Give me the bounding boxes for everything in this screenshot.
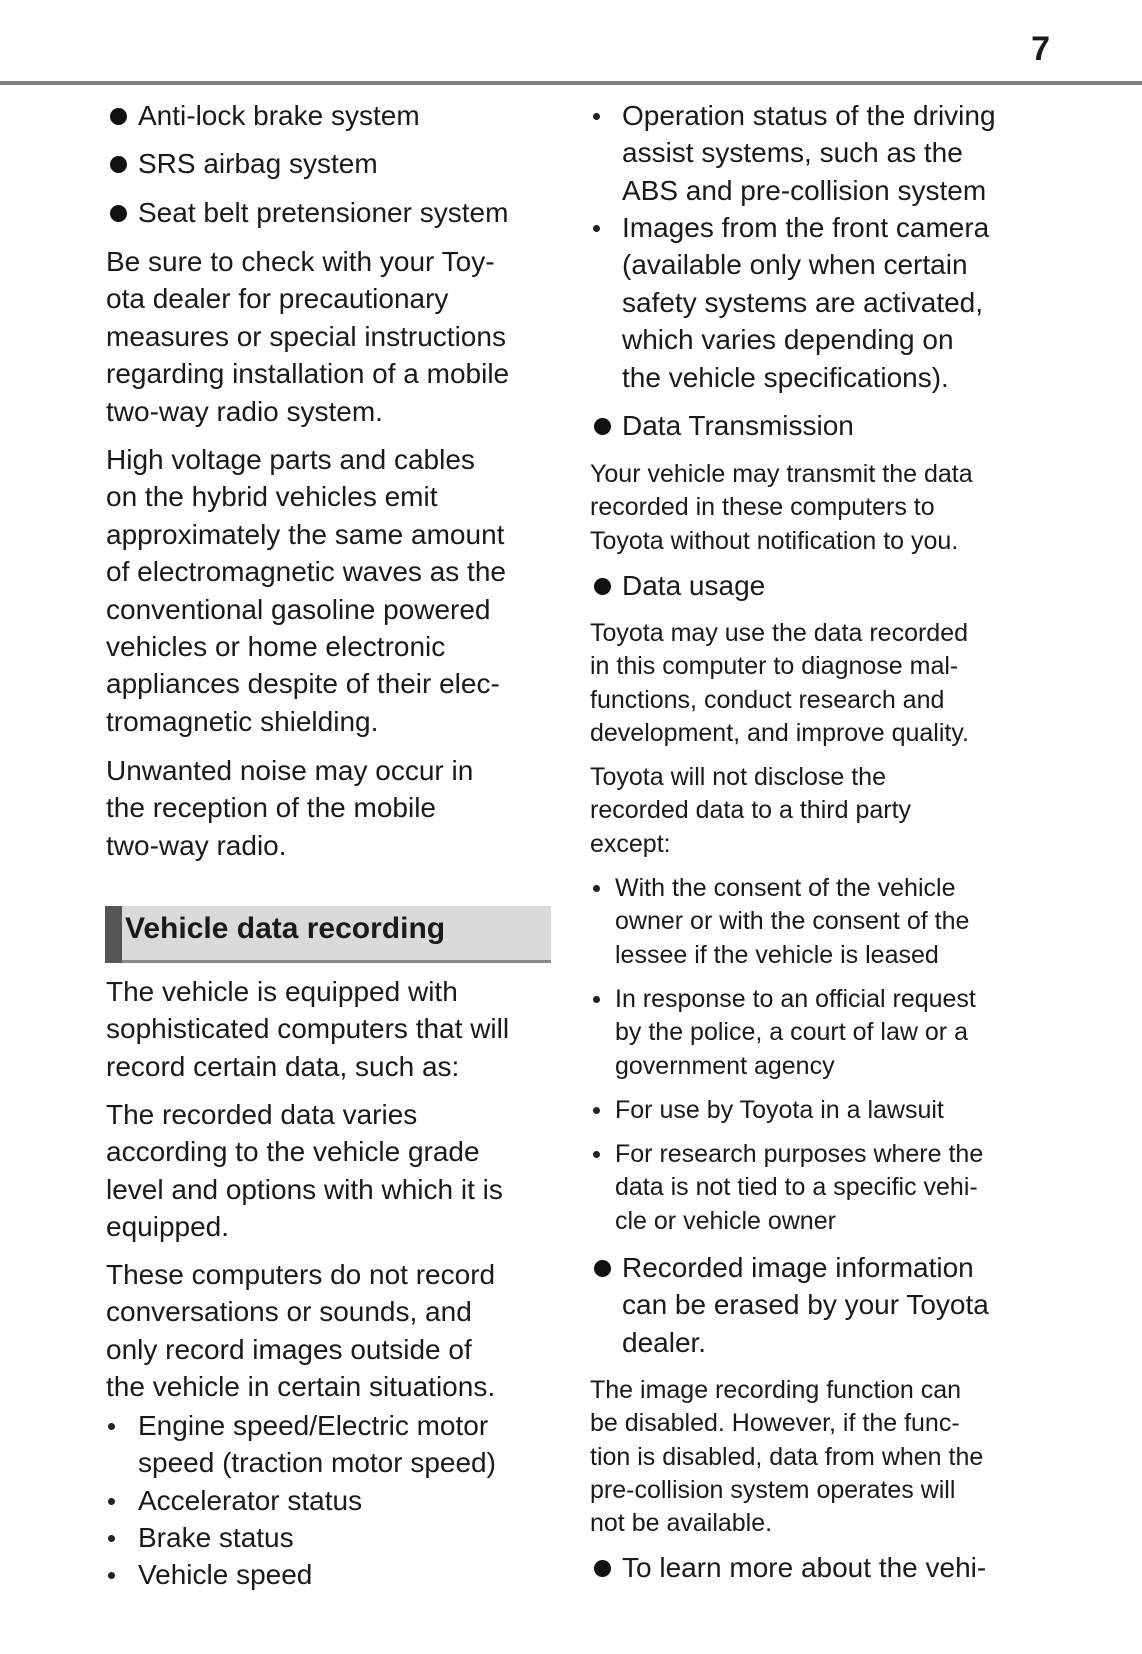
bullet-icon	[108, 1535, 115, 1542]
list-item: In response to an official request by the police, a court of law or a government agency	[615, 985, 976, 1080]
paragraph: High voltage parts and cables on the hybrid vehicles emit approximately the same amount of electromagnetic waves as the conventional gasoline powered vehicles or home electronic appliances despite of their elec- tromagnetic shielding.	[106, 444, 506, 737]
heading-accent-bar	[105, 906, 122, 963]
list-item: Seat belt pretensioner system	[138, 197, 509, 228]
paragraph: The image recording function can be disabled. However, if the func- tion is disabled, data from when the pre-collision system operates will not be available.	[590, 1376, 984, 1538]
paragraph: Your vehicle may transmit the data recorded in these computers to Toyota without notification to you.	[590, 460, 973, 555]
bullet-icon	[594, 578, 611, 595]
list-item: Vehicle speed	[138, 1559, 313, 1590]
list-item: For research purposes where the data is not tied to a specific vehi- cle or vehicle owner	[615, 1140, 984, 1235]
list-item: Accelerator status	[138, 1485, 363, 1516]
bullet-icon	[593, 885, 600, 892]
bullet-icon	[110, 205, 127, 222]
list-item: Anti-lock brake system	[138, 100, 420, 131]
bullet-icon	[593, 225, 600, 232]
bullet-icon	[594, 418, 611, 435]
bullet-icon	[108, 1498, 115, 1505]
bullet-icon	[108, 1572, 115, 1579]
paragraph: Be sure to check with your Toy- ota dealer for precautionary measures or special instructions regarding installation of a mobile two-way radio system.	[106, 246, 510, 427]
bullet-icon	[594, 1260, 611, 1277]
bullet-icon	[108, 1423, 115, 1430]
list-item: With the consent of the vehicle owner or with the consent of the lessee if the vehicle is leased	[615, 874, 970, 969]
section-heading-text: Vehicle data recording	[125, 912, 446, 945]
bullet-icon	[593, 113, 600, 120]
page-number: 7	[1031, 30, 1050, 68]
header-rule	[0, 81, 1142, 85]
paragraph: The vehicle is equipped with sophisticated computers that will record certain data, such as:	[106, 976, 510, 1082]
paragraph: The recorded data varies according to the vehicle grade level and options with which it is equipped.	[106, 1099, 503, 1243]
list-item: Engine speed/Electric motor speed (traction motor speed)	[138, 1410, 496, 1479]
bullet-icon	[593, 1107, 600, 1114]
list-item: For use by Toyota in a lawsuit	[615, 1096, 944, 1124]
bullet-icon	[110, 108, 127, 125]
bullet-icon	[593, 1151, 600, 1158]
paragraph: These computers do not record conversations or sounds, and only record images outside of the vehicle in certain situations.	[106, 1259, 496, 1403]
list-item: Images from the front camera (available only when certain safety systems are activated, which varies depending on the vehicle specifications).	[622, 212, 990, 393]
subheading: Recorded image information can be erased by your Toyota dealer.	[622, 1252, 989, 1358]
subheading: Data Transmission	[622, 410, 854, 441]
list-item: Operation status of the driving assist systems, such as the ABS and pre-collision system	[622, 100, 996, 206]
paragraph: Toyota may use the data recorded in this computer to diagnose mal- functions, conduct research and development, and improve quality.	[590, 619, 969, 747]
subheading: Data usage	[622, 570, 766, 601]
list-item: Brake status	[138, 1522, 294, 1553]
list-item: SRS airbag system	[138, 148, 378, 179]
bullet-icon	[594, 1560, 611, 1577]
section-heading	[105, 906, 551, 963]
subheading: To learn more about the vehi-	[622, 1552, 987, 1583]
bullet-icon	[110, 156, 127, 173]
paragraph: Toyota will not disclose the recorded data to a third party except:	[590, 763, 912, 858]
bullet-icon	[593, 996, 600, 1003]
paragraph: Unwanted noise may occur in the reception of the mobile two-way radio.	[106, 755, 474, 861]
